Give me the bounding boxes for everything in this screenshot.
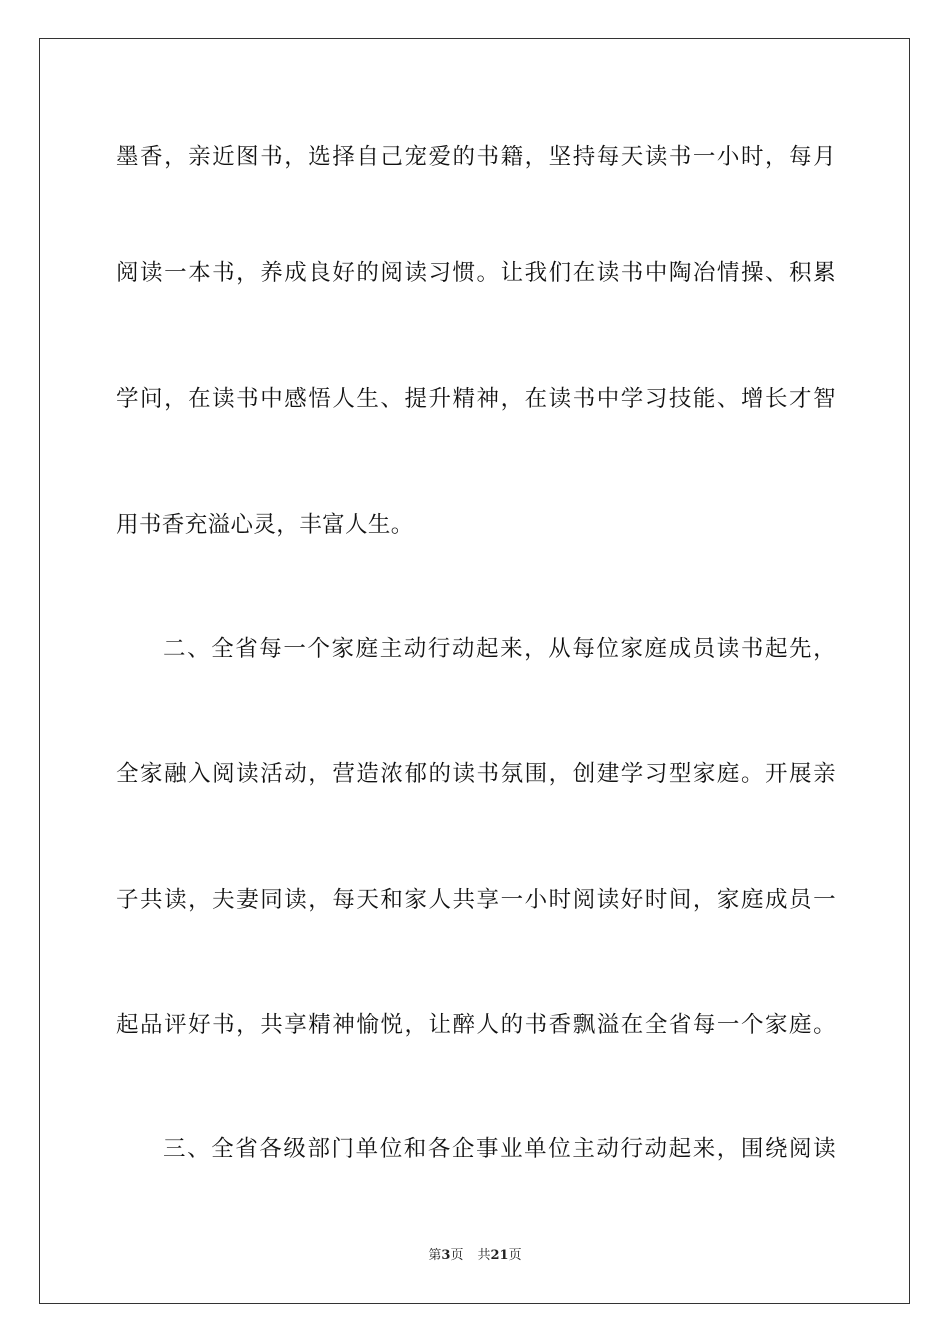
footer-total-suffix: 页: [508, 1248, 522, 1263]
text-line-6: 全家融入阅读活动，营造浓郁的读书氛围，创建学习型家庭。开展亲: [116, 761, 836, 787]
paragraph-3-line-1: 三、全省各级部门单位和各企事业单位主动行动起来，围绕阅读: [163, 1136, 836, 1162]
text-line-2: 阅读一本书，养成良好的阅读习惯。让我们在读书中陶冶情操、积累: [116, 260, 836, 286]
text-line-3: 学问，在读书中感悟人生、提升精神，在读书中学习技能、增长才智: [116, 386, 836, 412]
footer-page-total: 21: [490, 1248, 509, 1263]
text-line-7: 子共读，夫妻同读，每天和家人共享一小时阅读好时间，家庭成员一: [116, 887, 836, 913]
text-line-1: 墨香，亲近图书，选择自己宠爱的书籍，坚持每天读书一小时，每月: [116, 144, 836, 170]
footer-page-suffix: 页: [450, 1248, 464, 1263]
page-footer: [0, 1244, 950, 1263]
paragraph-2-line-1: 二、全省每一个家庭主动行动起来，从每位家庭成员读书起先，: [163, 636, 836, 662]
page-border: [39, 38, 910, 1304]
text-line-8: 起品评好书，共享精神愉悦，让醉人的书香飘溢在全省每一个家庭。: [116, 1012, 836, 1038]
text-line-4: 用书香充溢心灵，丰富人生。: [116, 512, 414, 538]
footer-page-prefix: 第: [428, 1248, 442, 1263]
footer-page-current: 3: [441, 1248, 451, 1263]
footer-total-prefix: 共: [477, 1248, 491, 1263]
